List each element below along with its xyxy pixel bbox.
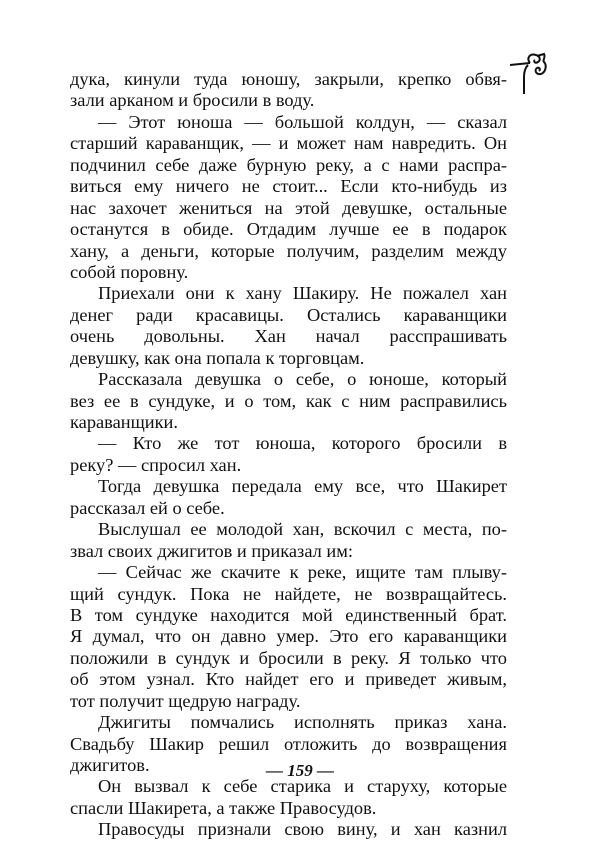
text-line: собой поровну. (70, 261, 189, 282)
text-line: тот получит щедрую награду. (70, 690, 301, 711)
text-line: реку? — спросил хан. (70, 454, 242, 475)
page-number: — 159 — (266, 761, 334, 780)
text-line: денег ради красавицы. Остались караванщики (70, 304, 507, 325)
text-line: дука, кинули туда юношу, закрыли, крепко обвя- (70, 69, 507, 89)
text-line: Джигиты помчались исполнять приказ хана. (98, 712, 507, 733)
text-line: Свадьбу Шакир решил отложить до возвращения (70, 733, 507, 754)
text-line: рассказал ей о себе. (70, 497, 225, 518)
scroll-flourish-icon (508, 52, 554, 98)
text-line: Тогда девушка передала ему все, что Шакирет (98, 476, 507, 497)
text-line: — Этот юноша — большой колдун, — сказал (98, 111, 507, 132)
text-line: Правосуды признали свою вину, и хан казнил (98, 819, 507, 840)
text-line: спасли Шакирета, а также Правосудов. (70, 797, 377, 818)
text-line: Приехали они к хану Шакиру. Не пожалел хан (98, 283, 507, 304)
text-line: об этом узнал. Кто найдет его и приведет живым, (70, 669, 507, 690)
text-line: В том сундуке находится мой единственный брат. (70, 604, 507, 625)
text-line: девушку, как она попала к торговцам. (70, 347, 365, 368)
text-line: — Сейчас же скачите к реке, ищите там плыву- (98, 562, 507, 583)
text-line: щий сундук. Пока не найдете, не возвращайтесь. (70, 583, 507, 604)
text-line: нас захочет жениться на этой девушке, остальные (70, 197, 507, 218)
text-line: виться ему ничего не стоит... Если кто-нибудь из (70, 176, 507, 197)
text-line: очень довольны. Хан начал расспрашивать (70, 326, 507, 347)
text-line: караванщики. (70, 412, 178, 432)
text-line: хану, а деньги, которые получим, разделим между (70, 240, 507, 261)
text-line: старший караванщик, — и может нам навредить. Он (70, 133, 507, 154)
text-line: положили в сундук и бросили в реку. Я только что (70, 647, 507, 668)
text-line: Рассказала девушка о себе, о юноше, который (98, 369, 507, 390)
text-line: вез ее в сундуке, и о том, как с ним расправились (70, 390, 507, 411)
text-line: — Кто же тот юноша, которого бросили в (98, 433, 507, 454)
text-line: Я думал, что он давно умер. Это его караванщики (70, 626, 507, 647)
text-line: останутся в обиде. Отдадим лучше ее в подарок (70, 219, 507, 240)
text-line: зали арканом и бросили в воду. (70, 90, 315, 111)
text-line: Он вызвал к себе старика и старуху, которые (98, 776, 507, 797)
text-line: джигитов. (70, 755, 150, 775)
body-text (70, 69, 507, 841)
text-line: подчинил себе даже бурную реку, а с нами распра- (70, 154, 507, 175)
text-line: Выслушал ее молодой хан, вскочил с места, по- (98, 519, 507, 540)
text-line: звал своих джигитов и приказал им: (70, 540, 354, 561)
